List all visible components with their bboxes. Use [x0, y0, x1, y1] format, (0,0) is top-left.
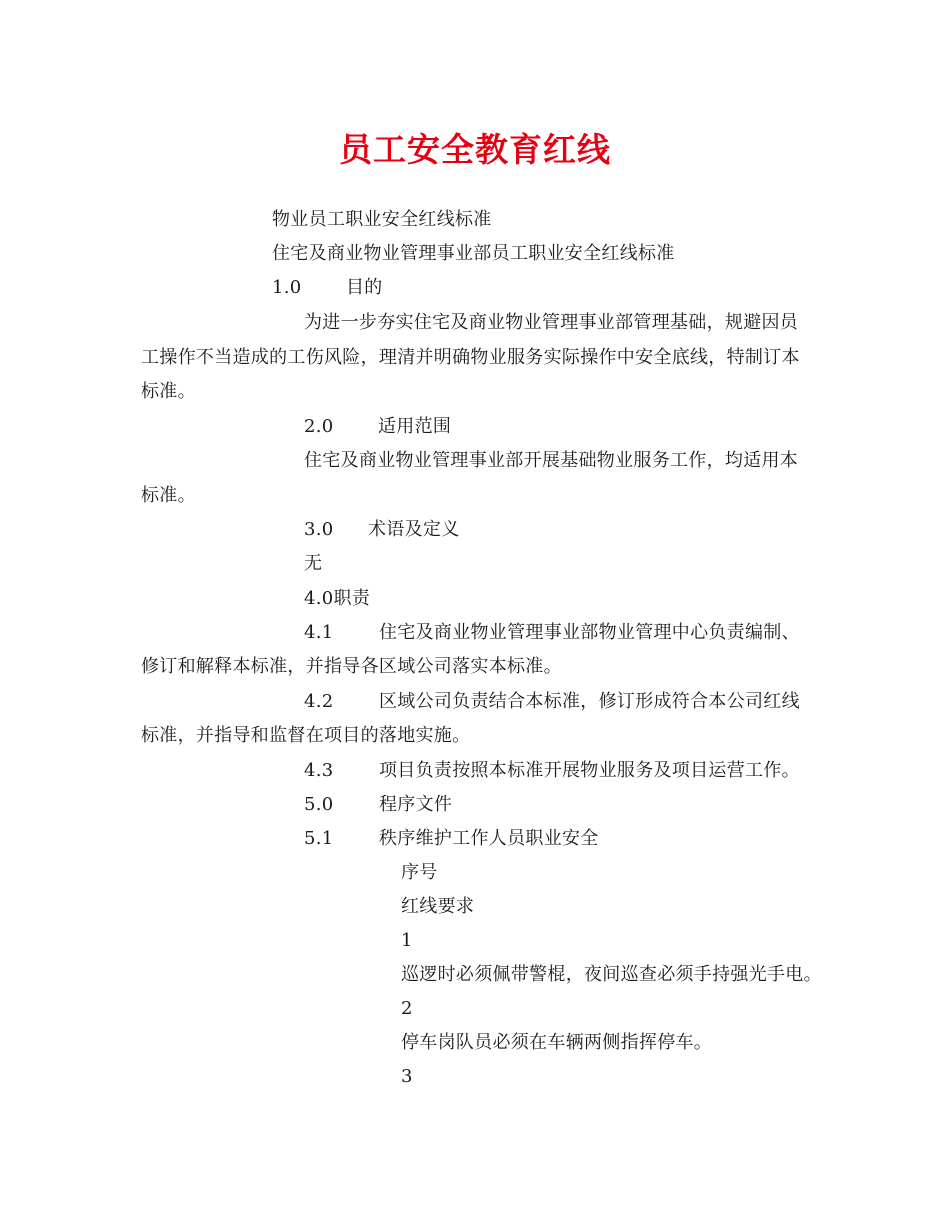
section-title: 术语及定义 [368, 519, 460, 540]
section-2-heading [304, 418, 451, 436]
subtitle-standard: 物业员工职业安全红线标准 [272, 209, 492, 230]
section-number: 4.3 [304, 760, 334, 781]
paragraph-text: 住宅及商业物业管理事业部物业管理中心负责编制、 [379, 622, 800, 643]
paragraph-text: 区域公司负责结合本标准，修订形成符合本公司红线 [379, 691, 800, 712]
section-number: 5.1 [304, 828, 334, 849]
section-4-1 [304, 624, 800, 642]
document-title: 员工安全教育红线 [339, 130, 611, 169]
paragraph-line: 标准。 [141, 485, 196, 506]
section-5-heading [304, 796, 452, 814]
section-4-3 [304, 762, 800, 780]
paragraph-line: 为进一步夯实住宅及商业物业管理事业部管理基础，规避因员 [304, 312, 799, 333]
subtitle-department-standard: 住宅及商业物业管理事业部员工职业安全红线标准 [272, 243, 675, 264]
section-number: 5.0 [304, 794, 334, 815]
paragraph-line: 工操作不当造成的工伤风险，理清并明确物业服务实际操作中安全底线，特制订本 [141, 347, 800, 368]
section-4-2 [304, 693, 800, 711]
section-number: 1.0 [272, 277, 302, 298]
section-number: 4.1 [304, 622, 334, 643]
section-title: 秩序维护工作人员职业安全 [379, 828, 599, 849]
section-1-heading [272, 279, 383, 297]
section-5-1-heading [304, 830, 599, 848]
paragraph-line: 标准。 [141, 381, 196, 402]
paragraph-line: 无 [304, 553, 323, 574]
section-number: 2.0 [304, 416, 334, 437]
section-3-heading [304, 521, 460, 539]
table-header-no: 序号 [401, 862, 438, 883]
section-title: 适用范围 [378, 416, 452, 437]
section-title: 程序文件 [379, 794, 453, 815]
table-cell-no: 3 [401, 1066, 413, 1087]
table-cell-no: 1 [401, 930, 413, 951]
table-header-requirement: 红线要求 [401, 896, 475, 917]
section-number: 4.2 [304, 691, 334, 712]
paragraph-text: 项目负责按照本标准开展物业服务及项目运营工作。 [379, 760, 800, 781]
table-cell-no: 2 [401, 998, 413, 1019]
table-cell-requirement: 停车岗队员必须在车辆两侧指挥停车。 [401, 1032, 713, 1053]
table-cell-requirement: 巡逻时必须佩带警棍，夜间巡查必须手持强光手电。 [401, 964, 822, 985]
paragraph-line: 修订和解释本标准，并指导各区域公司落实本标准。 [141, 656, 562, 677]
paragraph-line: 标准，并指导和监督在项目的落地实施。 [141, 725, 471, 746]
paragraph-line: 住宅及商业物业管理事业部开展基础物业服务工作，均适用本 [304, 450, 799, 471]
section-4-heading: 4.0职责 [304, 588, 371, 609]
section-number: 3.0 [304, 519, 334, 540]
section-title: 目的 [346, 277, 383, 298]
